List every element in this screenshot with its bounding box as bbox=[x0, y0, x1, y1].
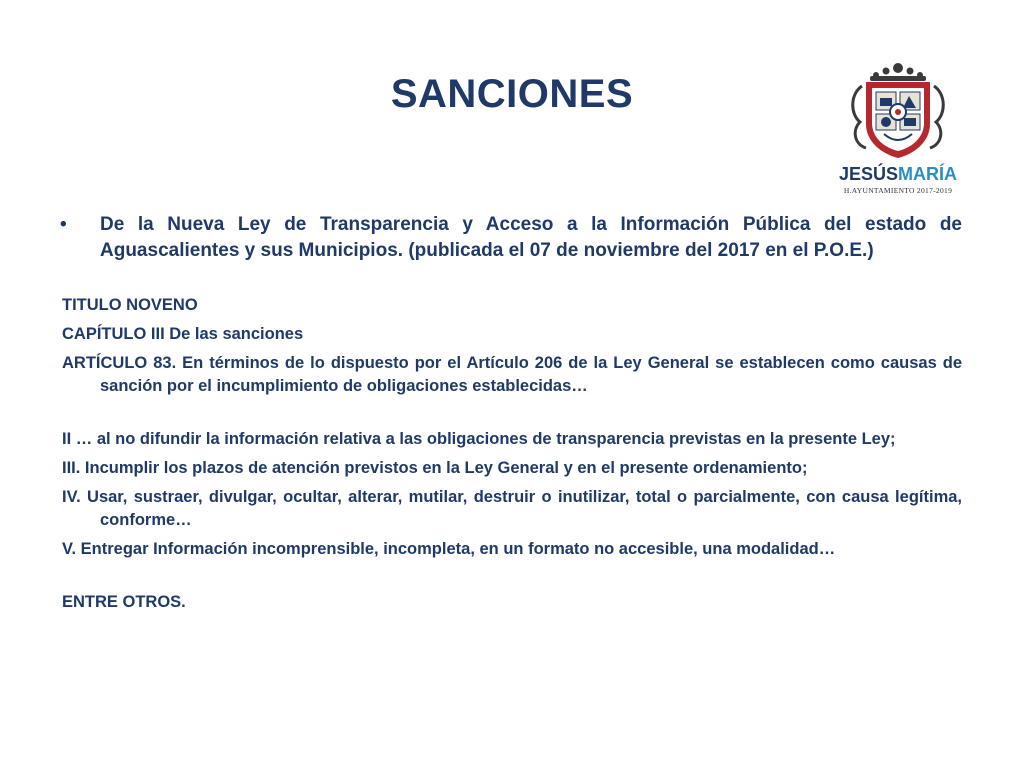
logo-caption bbox=[836, 164, 960, 195]
bullet-symbol: • bbox=[60, 214, 67, 235]
titulo-line: TITULO NOVENO bbox=[62, 296, 198, 314]
item-iv: IV. Usar, sustraer, divulgar, ocultar, alterar, mutilar, destruir o inutilizar, total o parcialmente, con causa legítima, conforme… bbox=[62, 488, 962, 529]
slide-title: SANCIONES bbox=[390, 72, 634, 116]
slide-body bbox=[62, 212, 962, 614]
coat-of-arms-icon bbox=[836, 60, 960, 164]
bullet-text: De la Nueva Ley de Transparencia y Acceso a la Información Pública del estado de Aguascalientes y sus Municipios. (publicada el 07 de noviembre del 2017 en el P.O.E.) bbox=[100, 214, 962, 261]
item-iii: III. Incumplir los plazos de atención previstos en la Ley General y en el presente ordenamiento; bbox=[62, 459, 808, 477]
logo-word-maria: MARÍA bbox=[898, 164, 958, 184]
logo-wordmark bbox=[836, 164, 960, 184]
item-ii: II … al no difundir la información relativa a las obligaciones de transparencia previstas en la presente Ley; bbox=[62, 430, 896, 448]
municipality-logo bbox=[836, 60, 960, 200]
capitulo-line: CAPÍTULO III De las sanciones bbox=[62, 325, 304, 343]
entre-otros-line: ENTRE OTROS. bbox=[62, 593, 186, 611]
articulo-paragraph: ARTÍCULO 83. En términos de lo dispuesto por el Artículo 206 de la Ley General se establecen como causas de sanción por el incumplimiento de obligaciones establecidas… bbox=[62, 354, 962, 395]
item-v: V. Entregar Información incomprensible, incompleta, en un formato no accesible, una modalidad… bbox=[62, 540, 836, 558]
bullet-item bbox=[62, 212, 962, 264]
logo-word-jesus: JESÚS bbox=[838, 164, 899, 184]
logo-subtitle: H.AYUNTAMIENTO 2017-2019 bbox=[843, 186, 953, 195]
